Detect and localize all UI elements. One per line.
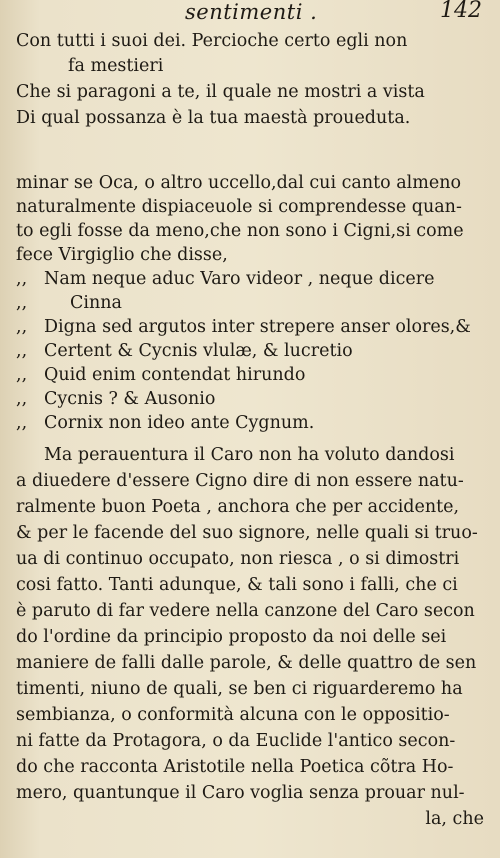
- prose-line: cosi fatto. Tanti adunque, & tali sono i falli, che ci: [16, 575, 458, 595]
- running-head: sentimenti .: [185, 0, 318, 24]
- quote-text: Digna sed argutos inter strepere anser olores,&: [44, 317, 471, 337]
- prose-line: fece Virgiglio che disse,: [16, 245, 228, 265]
- verse-line: fa mestieri: [68, 56, 164, 76]
- quote-line: [16, 388, 488, 410]
- prose-line: ua di continuo occupato, non riesca , o si dimostri: [16, 549, 460, 569]
- verse-line: Che si paragoni a te, il quale ne mostri a vista: [16, 82, 425, 102]
- quote-text: Nam neque aduc Varo videor , neque dicere: [44, 269, 435, 289]
- prose-line: do che racconta Aristotile nella Poetica cõtra Ho-: [16, 757, 454, 777]
- prose-line: la, che: [425, 809, 484, 829]
- quote-line: [16, 340, 488, 362]
- quote-mark: ,,: [16, 317, 28, 337]
- page-header: [0, 0, 500, 28]
- prose-line: & per le facende del suo signore, nelle quali si truo-: [16, 523, 478, 543]
- quote-text: Cornix non ideo ante Cygnum.: [44, 413, 315, 433]
- quote-mark: ,,: [16, 413, 28, 433]
- prose-line: maniere de falli dalle parole, & delle quattro de sen: [16, 653, 477, 673]
- prose-line: è paruto di far vedere nella canzone del Caro secon: [16, 601, 475, 621]
- prose-line: ni fatte da Protagora, o da Euclide l'antico secon-: [16, 731, 456, 751]
- prose-line: naturalmente dispiaceuole si comprendesse quan-: [16, 197, 462, 217]
- quote-mark: ,,: [16, 341, 28, 361]
- prose-line: do l'ordine da principio proposto da noi delle sei: [16, 627, 447, 647]
- quote-line: [16, 292, 488, 314]
- prose-line: minar se Oca, o altro uccello,dal cui canto almeno: [16, 173, 462, 193]
- verse-line: Di qual possanza è la tua maestà proueduta.: [16, 108, 411, 128]
- prose-line: sembianza, o conformità alcuna con le oppositio-: [16, 705, 450, 725]
- prose-line: mero, quantunque il Caro voglia senza prouar nul-: [16, 783, 465, 803]
- prose-line: timenti, niuno de quali, se ben ci riguarderemo ha: [16, 679, 463, 699]
- page-number: 142: [440, 0, 482, 23]
- quote-line: [16, 364, 488, 386]
- quote-text: Certent & Cycnis vlulæ, & lucretio: [44, 341, 353, 361]
- quote-line: [16, 268, 488, 290]
- quote-text: Cycnis ? & Ausonio: [44, 389, 216, 409]
- prose-line: ralmente buon Poeta , anchora che per accidente,: [16, 497, 460, 517]
- quote-text: Cinna: [70, 293, 122, 313]
- prose-line: a diuedere d'essere Cigno dire di non essere natu-: [16, 471, 464, 491]
- verse-line: Con tutti i suoi dei. Percioche certo egli non: [16, 31, 408, 51]
- quote-line: [16, 316, 488, 338]
- quote-mark: ,,: [16, 389, 28, 409]
- quote-mark: ,,: [16, 269, 28, 289]
- quote-line: [16, 412, 488, 434]
- quote-mark: ,,: [16, 365, 28, 385]
- quote-mark: ,,: [16, 293, 28, 313]
- prose-line: to egli fosse da meno,che non sono i Cigni,si come: [16, 221, 464, 241]
- quote-text: Quid enim contendat hirundo: [44, 365, 306, 385]
- prose-line: Ma perauentura il Caro non ha voluto dandosi: [44, 445, 455, 465]
